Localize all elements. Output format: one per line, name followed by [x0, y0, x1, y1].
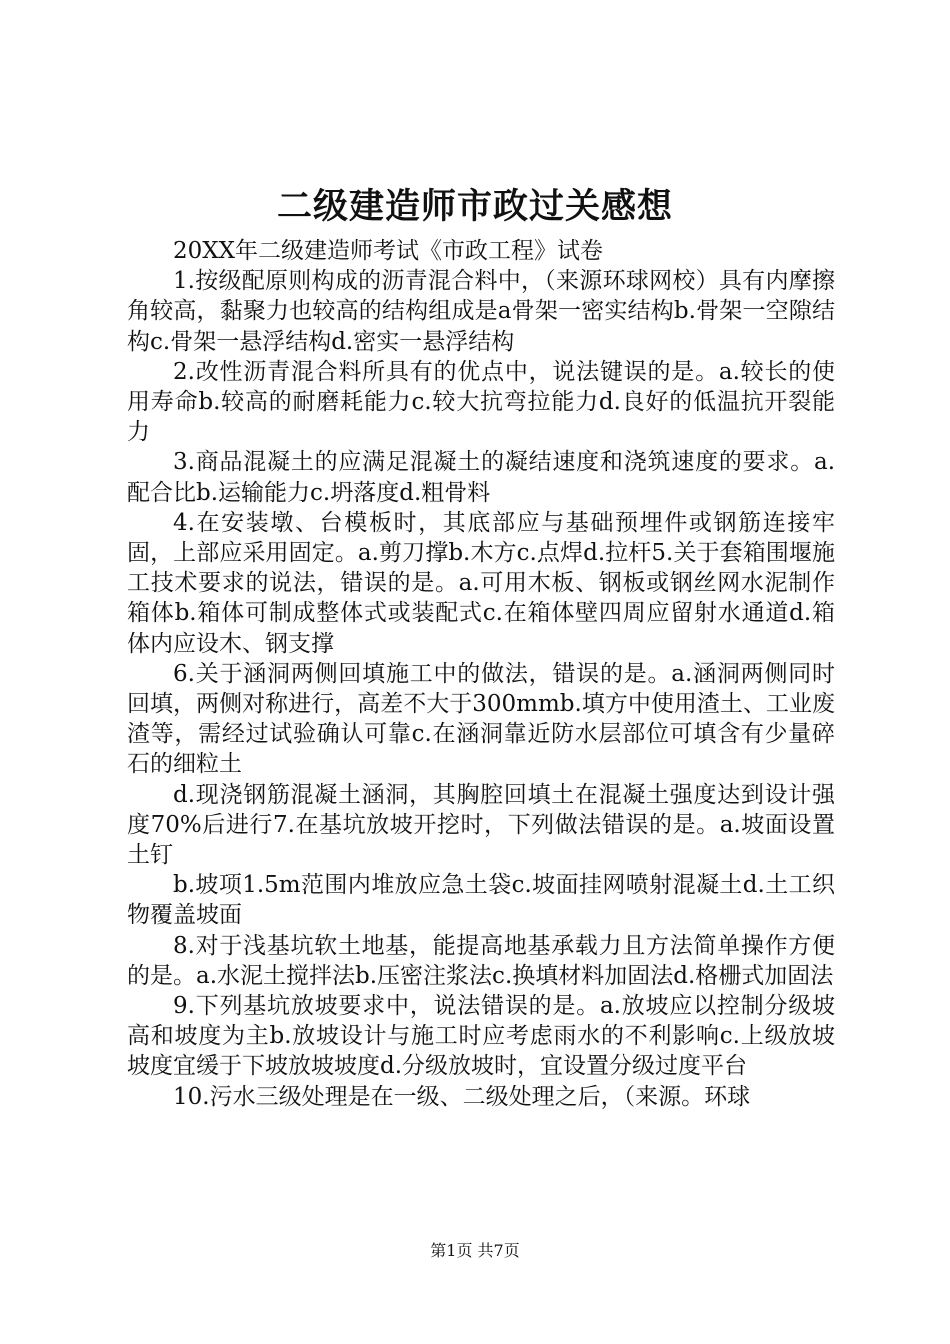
question-8: 8.对于浅基坑软土地基，能提高地基承载力且方法简单操作方便的是。a.水泥土搅拌法b.压密注浆法c.换填材料加固法d.格栅式加固法	[127, 932, 835, 989]
question-1: 1.按级配原则构成的沥青混合料中，（来源环球网校）具有内摩擦角较高，黏聚力也较高的结构组成是a骨架一密实结构b.骨架一空隙结构c.骨架一悬浮结构d.密实一悬浮结构	[127, 268, 835, 355]
document-body	[127, 236, 835, 1112]
page-number-footer: 第1页 共7页	[430, 1241, 520, 1260]
question-9: 9.下列基坑放坡要求中，说法错误的是。a.放坡应以控制分级坡高和坡度为主b.放坡设计与施工时应考虑雨水的不利影响c.上级放坡坡度宜缓于下坡放坡坡度d.分级放坡时，宜设置分级过度平台	[127, 993, 835, 1080]
document-title: 二级建造师市政过关感想	[276, 186, 673, 227]
question-2: 2.改性沥青混合料所具有的优点中，说法键误的是。a.较长的使用寿命b.较高的耐磨耗能力c.较大抗弯拉能力d.良好的低温抗开裂能力	[127, 358, 835, 446]
question-6: 6.关于涵洞两侧回填施工中的做法，错误的是。a.涵洞两侧同时回填，两侧对称进行，高差不大于300mmb.填方中使用渣土、工业废渣等，需经过试验确认可靠c.在涵洞靠近防水层部位可填含有少量碎石的细粒土	[127, 660, 835, 778]
question-7-options: b.坡项1.5m范围内堆放应急土袋c.坡面挂网喷射混凝土d.土工织物覆盖坡面	[127, 872, 835, 929]
question-6-option-d-question-7: d.现浇钢筋混凝土涵洞，其胸腔回填土在混凝土强度达到设计强度70%后进行7.在基坑放坡开挖时，下列做法错误的是。a.坡面设置土钉	[127, 781, 835, 869]
question-10: 10.污水三级处理是在一级、二级处理之后，（来源。环球	[173, 1083, 751, 1110]
question-4-5: 4.在安装墩、台模板时，其底部应与基础预埋件或钢筋连接牢固，上部应采用固定。a.剪刀撑b.木方c.点焊d.拉杆5.关于套箱围堰施工技术要求的说法，错误的是。a.可用木板、钢板或钢丝网水泥制作箱体b.箱体可制成整体式或装配式c.在箱体壁四周应留射水通道d.箱体内应设木、钢支撑	[127, 509, 835, 657]
question-3: 3.商品混凝土的应满足混凝土的凝结速度和浇筑速度的要求。a.配合比b.运输能力c.坍落度d.粗骨料	[127, 449, 835, 506]
exam-heading: 20XX年二级建造师考试《市政工程》试卷	[173, 238, 604, 264]
